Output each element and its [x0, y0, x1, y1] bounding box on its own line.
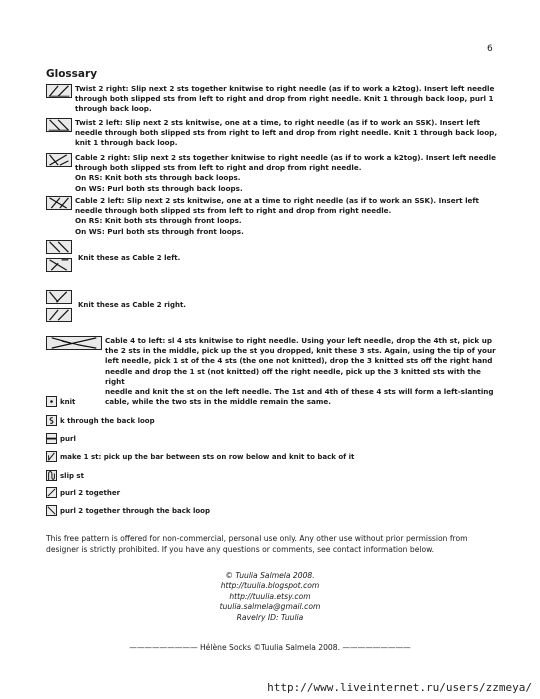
glossary-heading: Glossary [46, 68, 98, 80]
twist-2-left-text: Twist 2 left: Slip next 2 sts knitwise, one at a time, to right needle (as if to work an SSK). Insert left needle through both slipped sts from right to left and drop from right needle. Knit 1 through back loop, knit 1 through back loop. [75, 118, 498, 148]
left-variant-symbol-2 [46, 258, 72, 272]
cable-2-right-variant-symbols [46, 290, 72, 326]
purl-2-together-tbl-icon [46, 505, 57, 516]
twisted-knit-icon [46, 415, 57, 426]
right-variant-symbol-2 [46, 308, 72, 322]
legend-p2tog: purl 2 together [46, 487, 120, 498]
purl-2-together-icon [46, 487, 57, 498]
usage-disclaimer: This free pattern is offered for non-commercial, personal use only. Any other use without prior permission from designer is strictly prohibited. If you have any questions or comments, see contact information below. [46, 534, 468, 554]
page-number: 6 [487, 44, 493, 54]
designer-credits [0, 571, 540, 623]
glossary-entry-twist-2-right [46, 84, 494, 115]
cable-2-left-text: Cable 2 left: Slip next 2 sts knitwise, one at a time to right needle (as if to work an SSK). Insert left needle through both slipped sts from left to right and drop from right needle. On RS: Knit both sts through front loops. On WS: Purl both sts through front loops. [75, 196, 479, 236]
legend-slip: slip st [46, 470, 84, 481]
left-variant-symbol-1 [46, 240, 72, 254]
legend-p2togtbl: purl 2 together through the back loop [46, 505, 210, 516]
cable-2-right-symbol [46, 153, 72, 167]
slip-stitch-icon [46, 470, 57, 481]
cable-2-right-text: Cable 2 right: Slip next 2 sts together knitwise to right needle (as if to work a k2tog). Insert left needle through both slipped sts from left to right and drop from right needle. On RS: Knit both sts through back loops. On WS: Purl both sts through back loops. [75, 153, 497, 193]
right-variant-symbol-1 [46, 290, 72, 304]
glossary-entry-twist-2-left [46, 118, 497, 149]
glossary-entry-cable-4-left [46, 336, 500, 407]
cable-2-left-variant-symbols [46, 240, 72, 276]
email-link[interactable]: tuulia.salmela@gmail.com [219, 602, 321, 612]
twist-2-right-symbol [46, 84, 72, 98]
note-knit-as-cable-2-right: Knit these as Cable 2 right. [78, 301, 186, 309]
etsy-link[interactable]: http://tuulia.etsy.com [229, 591, 311, 601]
knit-dot-icon [46, 396, 57, 407]
glossary-entry-cable-2-right [46, 153, 496, 194]
legend-purl: purl [46, 433, 76, 444]
legend-ktbl: k through the back loop [46, 415, 155, 426]
legend-knit: knit [46, 396, 75, 407]
make-1-icon [46, 451, 57, 462]
copyright-line: © Tuulia Salmela 2008. [225, 571, 315, 580]
blog-link[interactable]: http://tuulia.blogspot.com [220, 581, 320, 591]
twist-2-left-symbol [46, 118, 72, 132]
legend-make-1: make 1 st: pick up the bar between sts on row below and knit to back of it [46, 451, 354, 462]
cable-4-left-text: Cable 4 to left: sl 4 sts knitwise to right needle. Using your left needle, drop the 4th st, pick up the 2 sts in the middle, pick up the st you dropped, knit these 3 sts. Again, using the tip of your left needle, pick 1 st of the 4 sts (the one not knitted), drop the 3 knitted sts off the right hand needle and drop the 1 st (not knitted) off the right needle, pick up the 3 knitted sts with the right needle and knit the st on the left needle. The 1st and 4th of these 4 sts will form a left-slanting cable, while the two sts in the middle remain the same. [105, 336, 496, 407]
glossary-entry-cable-2-left [46, 196, 479, 237]
cable-4-left-symbol [46, 336, 102, 350]
ravelry-id: Ravelry ID: Tuulia [236, 612, 304, 622]
cable-2-left-symbol [46, 196, 72, 210]
watermark-url: http://www.liveinternet.ru/users/zzmeya/ [267, 681, 532, 694]
purl-dash-icon [46, 433, 57, 444]
note-knit-as-cable-2-left: Knit these as Cable 2 left. [78, 254, 181, 262]
twist-2-right-text: Twist 2 right: Slip next 2 sts together knitwise to right needle (as if to work a k2tog). Insert left needle through both slipped sts from left to right and drop from right needle. Knit 1 through back loop, purl 1 through back loop. [75, 84, 495, 114]
page-footer: ————————— Hélène Socks ©Tuulia Salmela 2008. ————————— [129, 643, 411, 652]
